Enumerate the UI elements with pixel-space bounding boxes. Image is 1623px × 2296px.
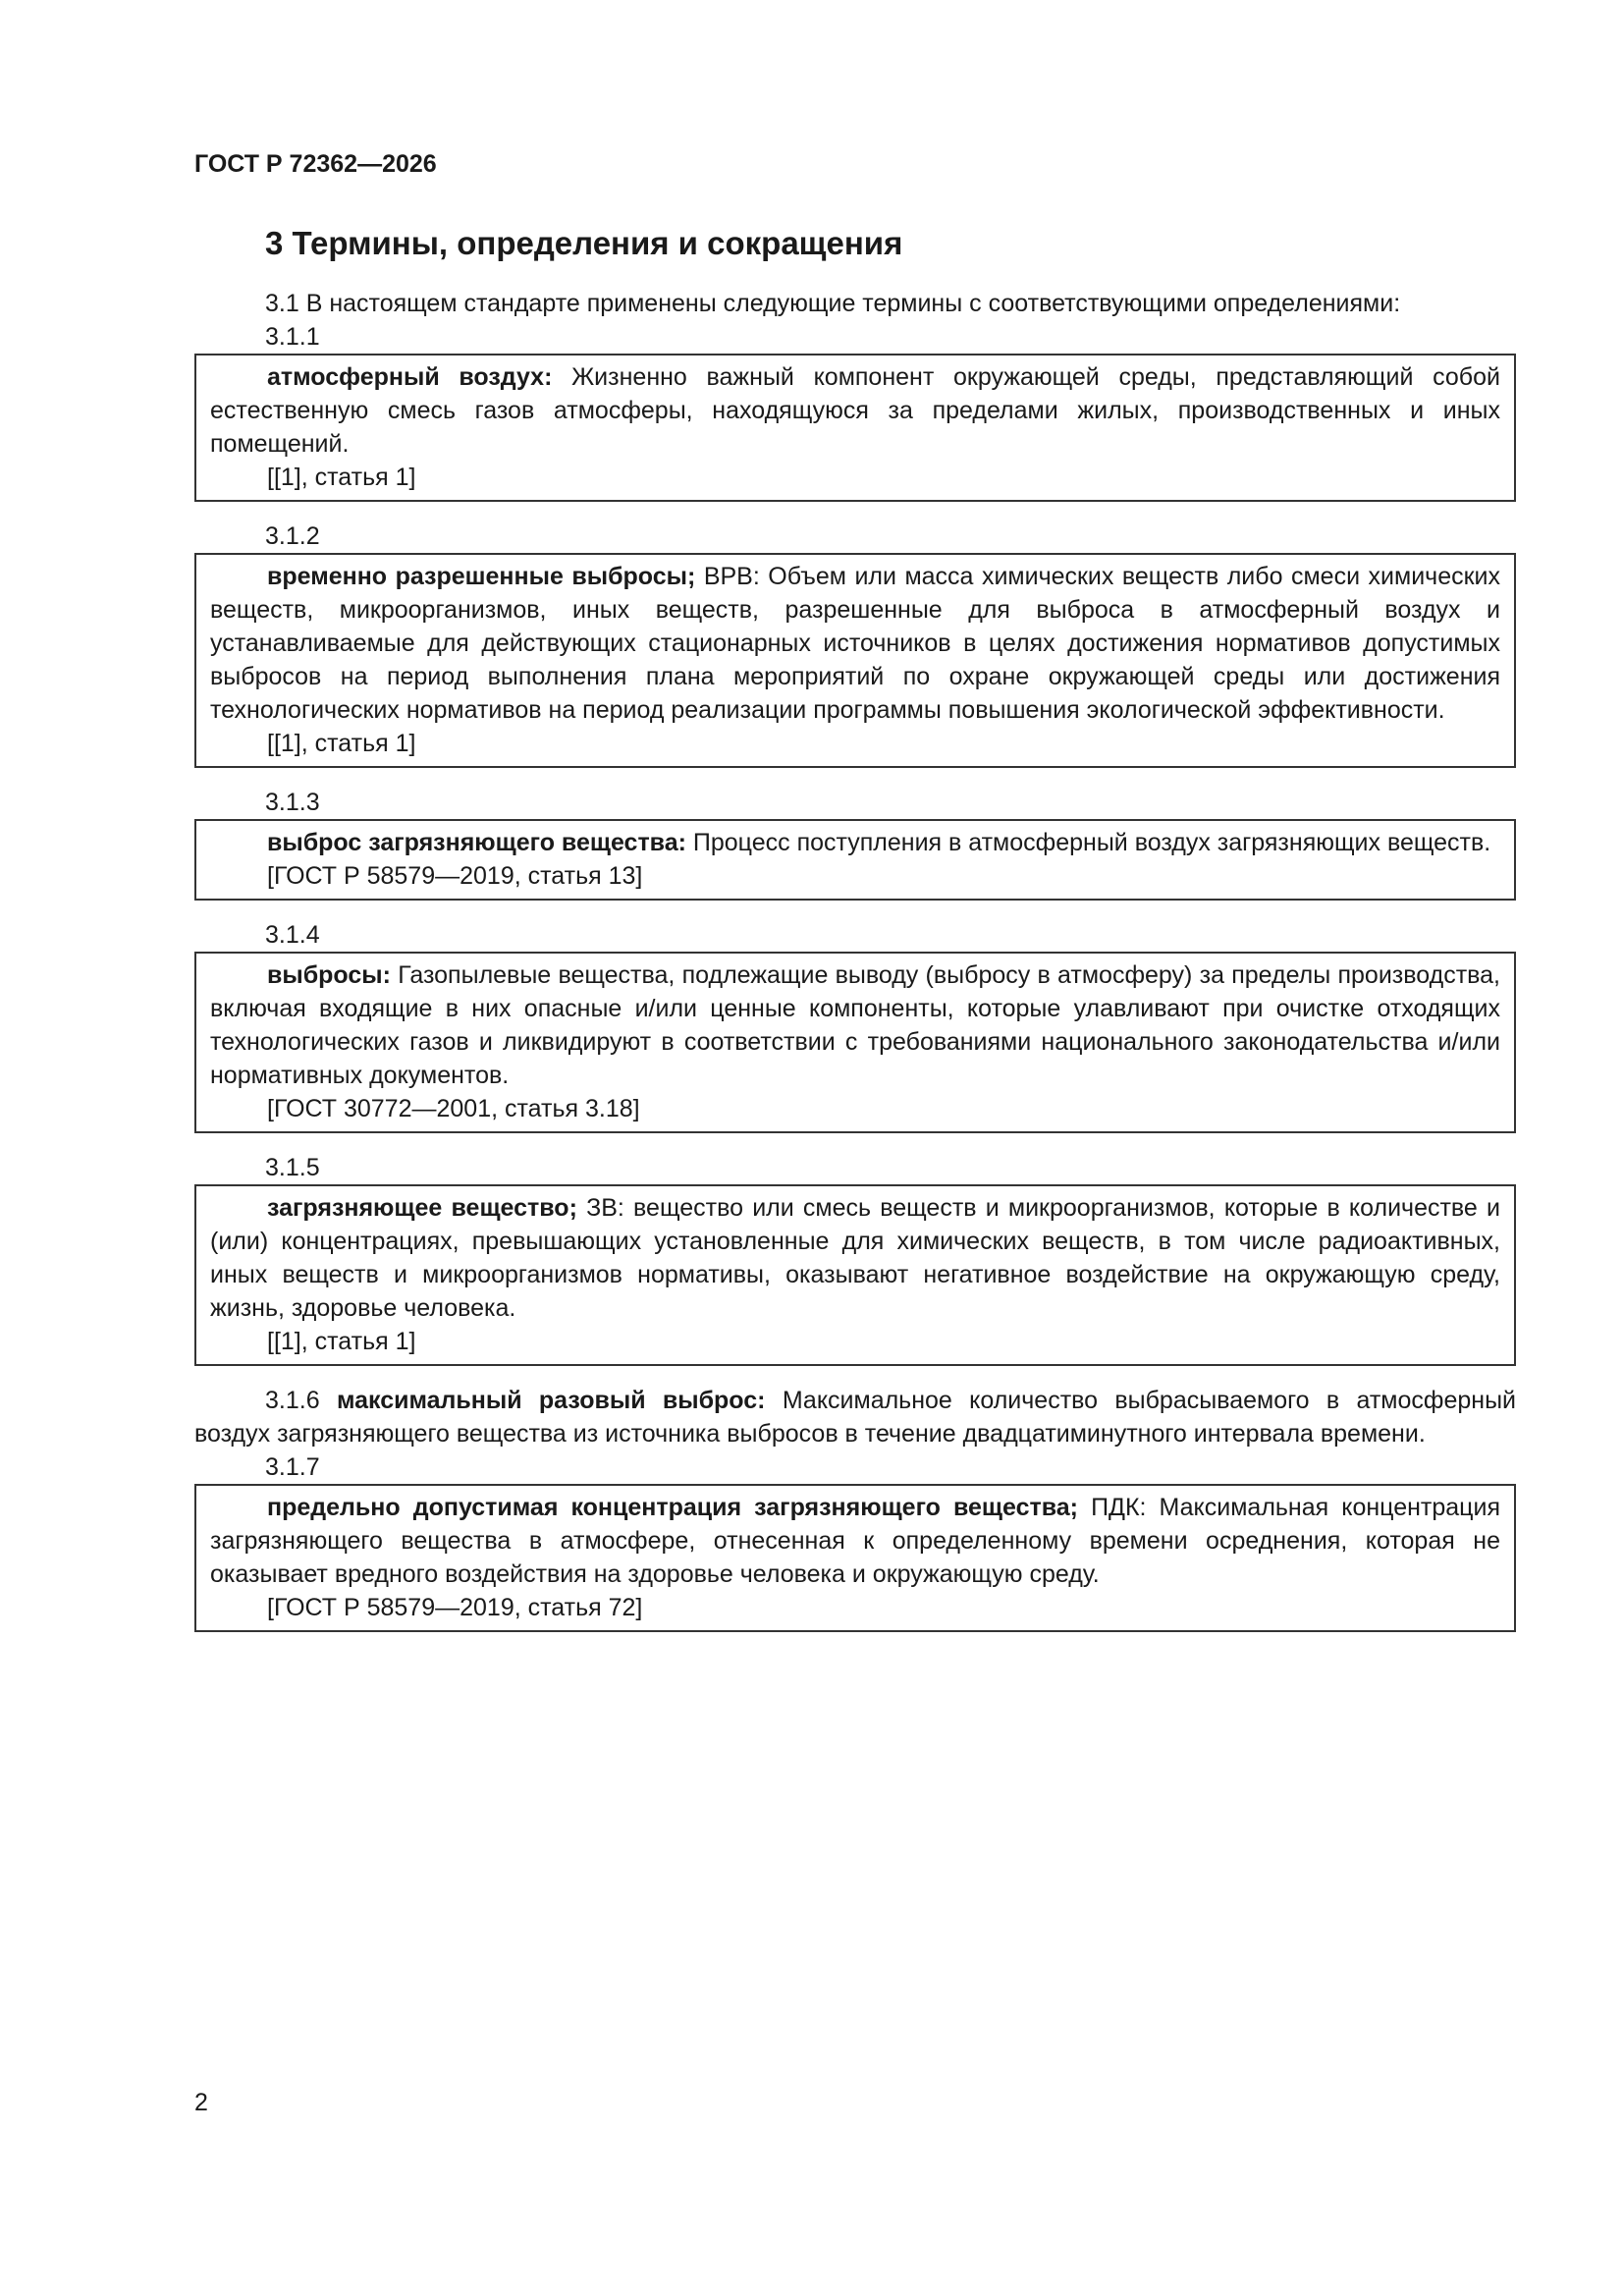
term-name: атмосферный воздух: <box>267 363 553 391</box>
term-definition: Жизненно важный компонент окружающей среды, представляющий собой естественную смесь газов атмосферы, находящуюся за пределами жилых, производственных и иных помещений. <box>210 363 1500 458</box>
definition-box-3-1-7 <box>194 1484 1516 1632</box>
definition-box <box>194 553 1516 768</box>
definition-text <box>210 826 1500 859</box>
spacer <box>194 1366 1516 1384</box>
page-number: 2 <box>194 2089 208 2116</box>
term-definition: Процесс поступления в атмосферный воздух загрязняющих веществ. <box>692 829 1491 856</box>
term-source: [ГОСТ Р 58579—2019, статья 72] <box>267 1594 643 1621</box>
term-name: предельно допустимая концентрация загрязняющего вещества; <box>267 1494 1079 1521</box>
term-definition: Максимальное количество выбрасываемого в атмосферный воздух загрязняющего вещества из источника выбросов в течение двадцатиминутного интервала времени. <box>194 1387 1517 1448</box>
term-name: максимальный разовый выброс: <box>336 1387 766 1414</box>
term-abbreviation: ВРВ: <box>703 563 760 590</box>
term-source: [[1], статья 1] <box>267 730 416 757</box>
document-id-header: ГОСТ Р 72362—2026 <box>194 150 437 178</box>
term-number-3-1-7: 3.1.7 <box>265 1453 320 1481</box>
definition-text <box>210 1191 1500 1325</box>
section-title: 3 Термины, определения и сокращения <box>265 225 903 261</box>
term-name: выброс загрязняющего вещества: <box>267 829 686 856</box>
spacer <box>194 502 1516 519</box>
term-source: [[1], статья 1] <box>267 1328 416 1355</box>
spacer <box>194 1133 1516 1151</box>
term-source: [[1], статья 1] <box>267 464 416 491</box>
spacer <box>194 901 1516 918</box>
term-name: загрязняющее вещество; <box>267 1194 577 1222</box>
intro-paragraph: 3.1 В настоящем стандарте применены следующие термины с соответствующими определениями: <box>265 290 1401 317</box>
definition-box <box>194 1184 1516 1366</box>
term-definition: Объем или масса химических веществ либо смеси химических веществ, микроорганизмов, иных веществ, разрешенные для выброса в атмосферный воздух и устанавливаемые для действующих стационарных источников в целях достижения нормативов допустимых выбросов на период выполнения плана мероприятий по охране окружающей среды или достижения технологических нормативов на период реализации программы повышения экологической эффективности. <box>210 563 1500 724</box>
term-3-1-6 <box>194 1384 1516 1450</box>
spacer <box>194 768 1516 786</box>
definition-text <box>210 360 1500 461</box>
definition-text <box>210 560 1500 727</box>
definition-box <box>194 952 1516 1133</box>
terms-list <box>194 320 1516 1384</box>
definition-text <box>210 1491 1500 1591</box>
term-name: выбросы: <box>267 961 391 989</box>
term-abbreviation: ЗВ: <box>586 1194 624 1222</box>
definition-text <box>210 958 1500 1092</box>
document-body <box>194 287 1516 1632</box>
term-definition: Газопылевые вещества, подлежащие выводу (выбросу в атмосферу) за пределы производства, включая входящие в них опасные и/или ценные компоненты, которые улавливают при очистке отходящих технологических газов и ликвидируют в соответствии с требованиями национального законодательства и/или нормативных документов. <box>210 961 1501 1089</box>
term-number: 3.1.2 <box>265 522 320 550</box>
definition-box <box>194 354 1516 502</box>
term-number: 3.1.4 <box>265 921 320 949</box>
term-source: [ГОСТ Р 58579—2019, статья 13] <box>267 862 643 890</box>
term-number: 3.1.1 <box>265 323 320 351</box>
term-number: 3.1.5 <box>265 1154 320 1181</box>
term-source: [ГОСТ 30772—2001, статья 3.18] <box>267 1095 640 1122</box>
term-definition: Максимальная концентрация загрязняющего вещества в атмосфере, отнесенная к определенному времени осреднения, которая не оказывает вредного воздействия на здоровье человека и окружающую среду. <box>210 1494 1500 1588</box>
term-definition: вещество или смесь веществ и микроорганизмов, которые в количестве и (или) концентрациях, превышающих установленные для химических веществ, в том числе радиоактивных, иных веществ и микроорганизмов нормативы, оказывают негативное воздействие на окружающую среду, жизнь, здоровье человека. <box>210 1194 1500 1322</box>
term-name: временно разрешенные выбросы; <box>267 563 696 590</box>
term-abbreviation: ПДК: <box>1091 1494 1147 1521</box>
term-number: 3.1.3 <box>265 789 320 816</box>
term-number: 3.1.6 <box>265 1387 320 1414</box>
definition-box <box>194 819 1516 901</box>
